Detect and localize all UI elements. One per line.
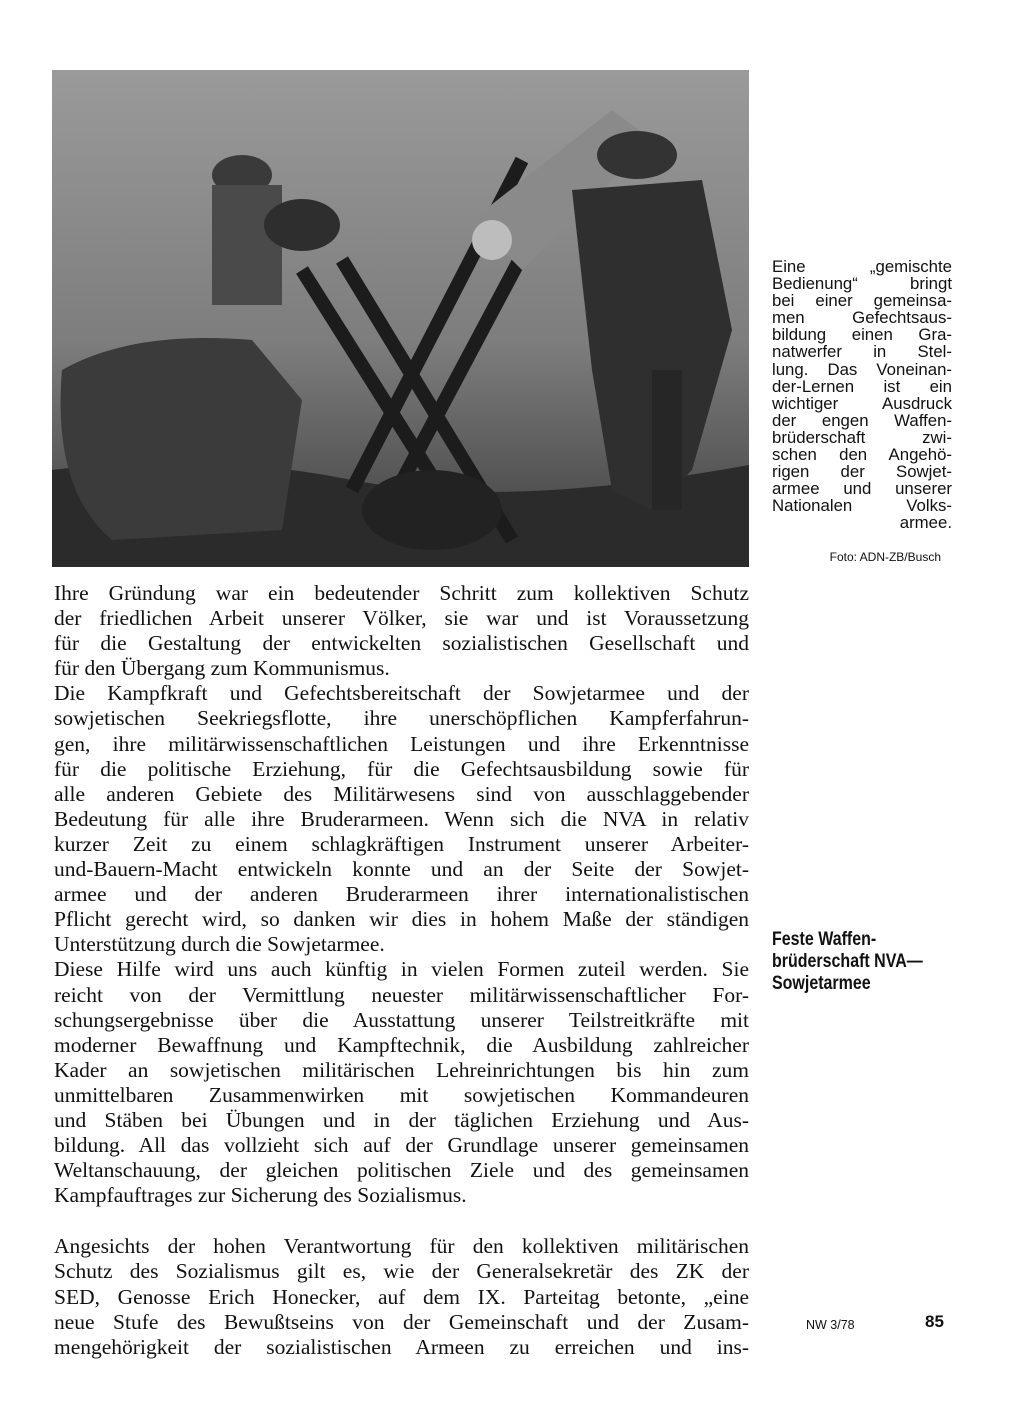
text-line: sowjetischen Seekriegsflotte, ihre unerschöpflichen Kampferfahrun- [54, 706, 749, 731]
text-line: Schutz des Sozialismus gilt es, wie der Generalsekretär des ZK der [54, 1259, 749, 1284]
text-line: alle anderen Gebiete des Militärwesens sind von ausschlaggebender [54, 781, 749, 806]
side-heading-line: Feste Waffen- [772, 928, 877, 950]
caption-line: rigen der Sowjet- [772, 462, 952, 482]
side-heading-line: Sowjetarmee [772, 972, 871, 994]
caption-line: men Gefechtsaus- [772, 308, 952, 328]
text-line: reicht von der Vermittlung neuester militärwissenschaftlicher For- [54, 982, 749, 1007]
caption-line: der engen Waffen- [772, 410, 952, 430]
paragraph [54, 1234, 749, 1359]
text-line: mengehörigkeit der sozialistischen Armeen zu erreichen und ins- [54, 1334, 749, 1359]
text-line: SED, Genosse Erich Honecker, auf dem IX. Parteitag betonte, „eine [54, 1284, 749, 1309]
caption-line: Eine „gemischte [772, 257, 952, 276]
caption-line: schen den Angehö- [772, 445, 952, 465]
text-line: für den Übergang zum Kommunismus. [54, 656, 390, 681]
caption-line: Bedienung“ bringt [772, 274, 952, 294]
text-line: gen, ihre militärwissenschaftlichen Leistungen und ihre Erkenntnisse [54, 731, 749, 756]
caption-line: armee und unserer [772, 479, 952, 499]
text-line: moderner Bewaffnung und Kampftechnik, die Ausbildung zahlreicher [54, 1032, 749, 1057]
photo [52, 70, 749, 567]
text-line: schungsergebnisse über die Ausstattung unserer Teilstreitkräfte mit [54, 1007, 749, 1032]
caption-line: natwerfer in Stel- [772, 342, 952, 362]
text-line: Die Kampfkraft und Gefechtsbereitschaft der Sowjetarmee und der [54, 681, 749, 706]
text-line: und-Bauern-Macht entwickeln konnte und an der Seite der Sowjet- [54, 857, 749, 882]
text-line: unmittelbaren Zusammenwirken mit sowjetischen Kommandeuren [54, 1082, 749, 1107]
text-line: für die politische Erziehung, für die Gefechtsausbildung sowie für [54, 756, 749, 781]
caption-line: bildung einen Gra- [772, 325, 952, 345]
caption-line: brüderschaft zwi- [772, 427, 952, 447]
text-line: für die Gestaltung der entwickelten sozialistischen Gesellschaft und [54, 631, 749, 656]
text-line: Pflicht gerecht wird, so danken wir dies in hohem Maße der ständigen [54, 907, 749, 932]
text-line: armee und der anderen Bruderarmeen ihrer internationalistischen [54, 882, 749, 907]
side-heading [772, 928, 923, 994]
paragraph [54, 957, 749, 1208]
text-line: Weltanschauung, der gleichen politischen Ziele und des gemeinsamen [54, 1158, 749, 1183]
caption-line: der-Lernen ist ein [772, 376, 952, 396]
text-line: kurzer Zeit zu einem schlagkräftigen Instrument unserer Arbeiter- [54, 831, 749, 856]
caption-line: armee. [899, 513, 952, 533]
text-line: Angesichts der hohen Verantwortung für den kollektiven militärischen [54, 1234, 749, 1259]
text-line: Ihre Gründung war ein bedeutender Schritt zum kollektiven Schutz [54, 581, 749, 605]
soldiers-with-mortar-photo-icon [52, 70, 749, 567]
caption-line: bei einer gemeinsa- [772, 291, 952, 311]
paragraph [54, 581, 749, 681]
caption-line: Nationalen Volks- [772, 496, 952, 516]
side-heading-line: brüderschaft NVA— [772, 950, 923, 972]
text-line: Unterstützung durch die Sowjetarmee. [54, 932, 385, 957]
text-line: neue Stufe des Bewußtseins von der Gemeinschaft und der Zusam- [54, 1309, 749, 1334]
text-line: Kader an sowjetischen militärischen Lehreinrichtungen bis hin zum [54, 1057, 749, 1082]
text-line: der friedlichen Arbeit unserer Völker, sie war und ist Voraussetzung [54, 606, 749, 631]
caption-line: lung. Das Voneinan- [772, 359, 952, 379]
photo-caption [772, 258, 952, 532]
text-line: Diese Hilfe wird uns auch künftig in vielen Formen zuteil werden. Sie [54, 957, 749, 982]
text-line: Kampfauftrages zur Sicherung des Sozialismus. [54, 1183, 467, 1208]
text-line: und Stäben bei Übungen und in der täglichen Erziehung und Aus- [54, 1107, 749, 1132]
paragraph [54, 681, 749, 957]
text-line: Bedeutung für alle ihre Bruderarmeen. Wenn sich die NVA in relativ [54, 806, 749, 831]
article-body [54, 581, 749, 1360]
text-line: bildung. All das vollzieht sich auf der Grundlage unserer gemeinsamen [54, 1133, 749, 1158]
caption-line: wichtiger Ausdruck [772, 393, 952, 413]
photo-credit: Foto: ADN-ZB/Busch [829, 550, 941, 564]
issue-number: NW 3/78 [806, 1318, 855, 1332]
page-number: 85 [925, 1312, 944, 1331]
